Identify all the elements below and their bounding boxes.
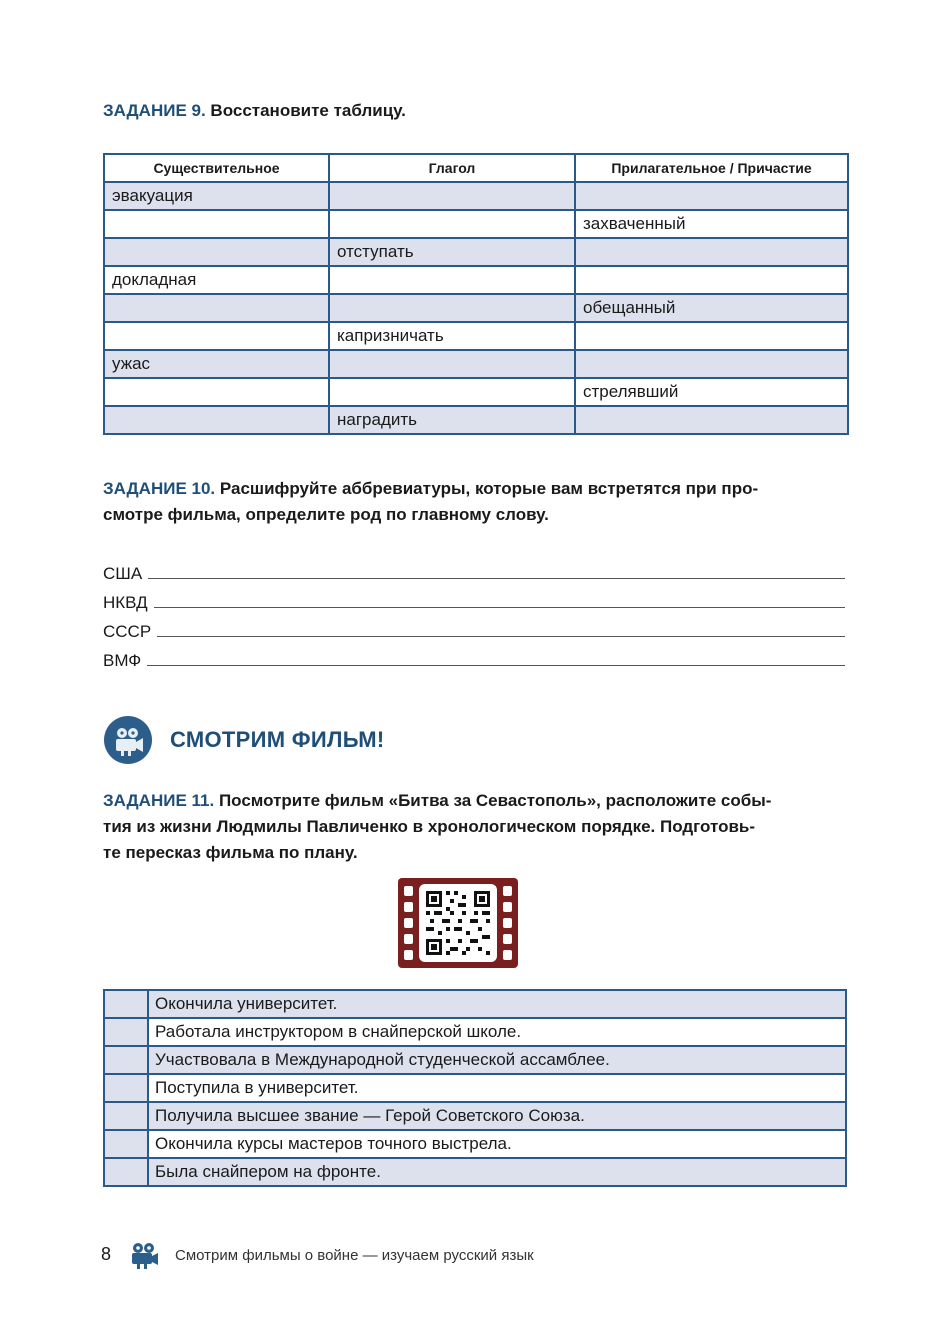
table-row [104, 238, 848, 266]
abbr-label: ВМФ [103, 651, 142, 670]
table-row [104, 1130, 846, 1158]
table-cell[interactable] [104, 406, 329, 434]
table-cell[interactable]: стрелявший [575, 378, 848, 406]
table-cell[interactable]: отступать [329, 238, 575, 266]
qr-code-film-strip-icon[interactable] [398, 878, 518, 968]
footer-title: Смотрим фильмы о войне — изучаем русский язык [175, 1247, 534, 1264]
event-text: Окончила курсы мастеров точного выстрела. [148, 1130, 846, 1158]
table-cell[interactable] [575, 350, 848, 378]
table-cell[interactable] [575, 406, 848, 434]
task-9-number: ЗАДАНИЕ 9. [103, 101, 206, 120]
header-noun: Существительное [104, 154, 329, 182]
table-row [104, 1102, 846, 1130]
task-10-number: ЗАДАНИЕ 10. [103, 479, 216, 498]
abbr-label: СССР [103, 622, 152, 641]
abbr-row-nkvd [103, 585, 845, 614]
table-cell[interactable] [329, 182, 575, 210]
table-cell[interactable] [329, 350, 575, 378]
table-cell[interactable]: эвакуация [104, 182, 329, 210]
section-title: СМОТРИМ ФИЛЬМ! [170, 727, 385, 752]
task-11-heading [103, 788, 848, 866]
table-cell[interactable] [104, 294, 329, 322]
table-cell[interactable] [329, 210, 575, 238]
order-number-cell[interactable] [104, 1018, 148, 1046]
order-number-cell[interactable] [104, 1102, 148, 1130]
table-row [104, 294, 848, 322]
answer-line[interactable] [148, 577, 845, 579]
abbr-row-usa [103, 556, 845, 585]
order-number-cell[interactable] [104, 1046, 148, 1074]
task-9-heading [103, 98, 848, 124]
answer-line[interactable] [154, 606, 845, 608]
answer-line[interactable] [147, 664, 845, 666]
task-10-text-line-2: смотре фильма, определите род по главному слову. [103, 505, 549, 524]
order-number-cell[interactable] [104, 990, 148, 1018]
abbr-label: США [103, 564, 143, 583]
table-header-row [104, 154, 848, 182]
abbr-label: НКВД [103, 593, 148, 612]
table-row [104, 322, 848, 350]
events-order-table [103, 989, 847, 1187]
table-cell[interactable] [104, 238, 329, 266]
event-text: Получила высшее звание — Герой Советского Союза. [148, 1102, 846, 1130]
event-text: Участвовала в Международной студенческой ассамблее. [148, 1046, 846, 1074]
word-forms-table [103, 153, 849, 435]
task-10-text-line-1: Расшифруйте аббревиатуры, которые вам встретятся при про- [219, 479, 759, 498]
table-row [104, 1074, 846, 1102]
table-cell[interactable] [575, 238, 848, 266]
table-row [104, 182, 848, 210]
order-number-cell[interactable] [104, 1074, 148, 1102]
task-10-heading [103, 476, 848, 528]
order-number-cell[interactable] [104, 1158, 148, 1186]
table-row [104, 406, 848, 434]
table-cell[interactable]: наградить [329, 406, 575, 434]
table-cell[interactable] [329, 378, 575, 406]
table-row [104, 1158, 846, 1186]
table-row [104, 350, 848, 378]
table-cell[interactable] [104, 210, 329, 238]
abbr-row-ussr [103, 614, 845, 643]
event-text: Окончила университет. [148, 990, 846, 1018]
page-number: 8 [101, 1244, 112, 1264]
table-cell[interactable]: ужас [104, 350, 329, 378]
table-cell[interactable] [575, 182, 848, 210]
task-11-number: ЗАДАНИЕ 11. [103, 791, 215, 810]
table-row [104, 210, 848, 238]
header-verb: Глагол [329, 154, 575, 182]
table-cell[interactable] [329, 294, 575, 322]
table-cell[interactable] [104, 378, 329, 406]
table-cell[interactable]: захваченный [575, 210, 848, 238]
event-text: Работала инструктором в снайперской школе. [148, 1018, 846, 1046]
header-adjective: Прилагательное / Причастие [575, 154, 848, 182]
task-11-text-line-2: тия из жизни Людмилы Павличенко в хронологическом порядке. Подготовь- [103, 817, 756, 836]
table-cell[interactable]: капризничать [329, 322, 575, 350]
table-cell[interactable] [329, 266, 575, 294]
film-projector-icon [104, 716, 152, 764]
table-row [104, 990, 846, 1018]
table-cell[interactable]: обещанный [575, 294, 848, 322]
table-cell[interactable]: докладная [104, 266, 329, 294]
table-row [104, 1018, 846, 1046]
abbr-row-vmf [103, 643, 845, 672]
order-number-cell[interactable] [104, 1130, 148, 1158]
task-11-text-line-3: те пересказ фильма по плану. [103, 843, 358, 862]
event-text: Была снайпером на фронте. [148, 1158, 846, 1186]
table-cell[interactable] [104, 322, 329, 350]
table-row [104, 266, 848, 294]
task-11-text-line-1: Посмотрите фильм «Битва за Севастополь», расположите собы- [218, 791, 772, 810]
table-cell[interactable] [575, 322, 848, 350]
film-camera-icon [129, 1241, 159, 1271]
task-9-text: Восстановите таблицу. [210, 101, 406, 120]
answer-line[interactable] [157, 635, 845, 637]
table-cell[interactable] [575, 266, 848, 294]
table-row [104, 378, 848, 406]
event-text: Поступила в университет. [148, 1074, 846, 1102]
table-row [104, 1046, 846, 1074]
